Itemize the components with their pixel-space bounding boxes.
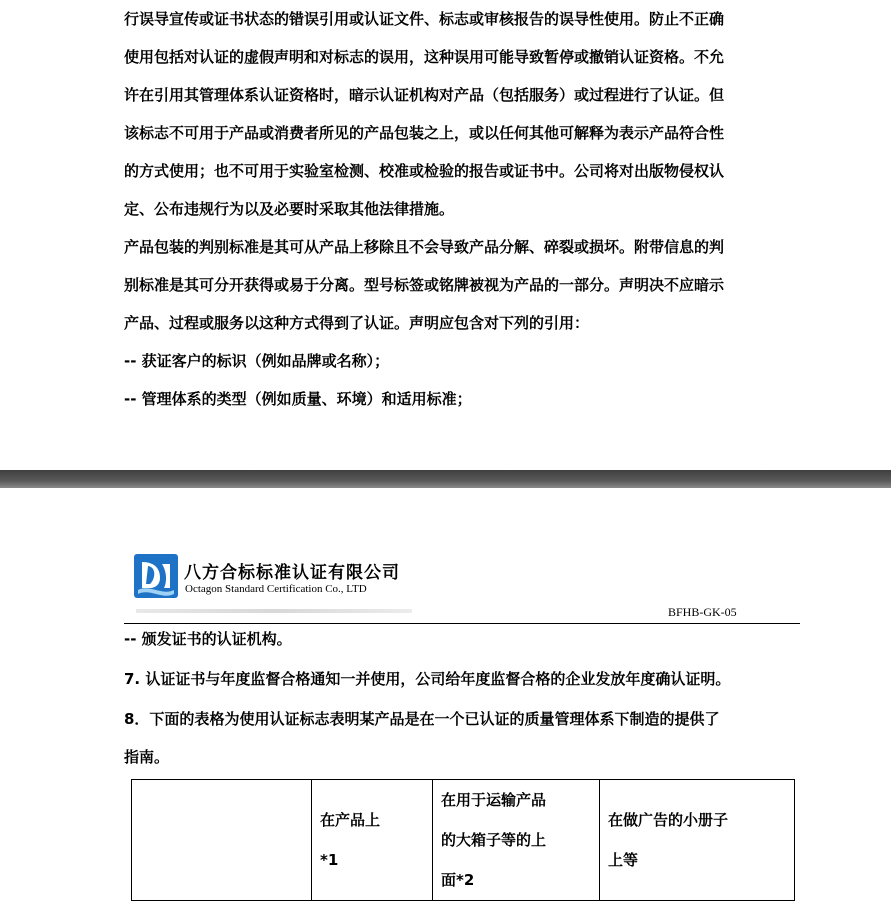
- table-header-cell-brochure: 在做广告的小册子 上等: [600, 780, 795, 901]
- company-name-en: Octagon Standard Certification Co., LTD: [185, 583, 367, 595]
- text-line: 产品包装的判别标准是其可从产品上移除且不会导致产品分解、碎裂或损坏。附带信息的判: [124, 238, 725, 256]
- paragraph-1: [124, 0, 774, 418]
- header-divider: [124, 623, 800, 624]
- text-line: 使用包括对认证的虚假声明和对标志的误用，这种误用可能导致暂停或撤销认证资格。不允: [124, 48, 725, 66]
- item-7: 7. 认证证书与年度监督合格通知一并使用，公司给年度监督合格的企业发放年度确认证明。: [124, 670, 731, 688]
- guidance-table: [131, 779, 795, 901]
- text-line: 该标志不可用于产品或消费者所见的产品包装之上，或以任何其他可解释为表示产品符合性: [124, 124, 725, 142]
- company-name-cn: 八方合标标准认证有限公司: [184, 563, 400, 583]
- item-8-line-1: 8．下面的表格为使用认证标志表明某产品是在一个已认证的质量管理体系下制造的提供了: [124, 710, 720, 728]
- table-header-cell-on-product: 在产品上 *1: [312, 780, 433, 901]
- company-logo-icon: [134, 554, 178, 598]
- text-line: 的方式使用；也不可用于实验室检测、校准或检验的报告或证书中。公司将对出版物侵权认: [124, 162, 725, 180]
- text-line: 行误导宣传或证书状态的错误引用或认证文件、标志或审核报告的误导性使用。防止不正确: [124, 10, 725, 28]
- header-decoration-bar: [136, 609, 412, 613]
- table-header-row: [132, 780, 795, 901]
- text-line: 定、公布违规行为以及必要时采取其他法律措施。: [124, 200, 455, 218]
- text-line: 产品、过程或服务以这种方式得到了认证。声明应包含对下列的引用：: [124, 314, 590, 332]
- text-line: 别标准是其可分开获得或易于分离。型号标签或铭牌被视为产品的一部分。声明决不应暗示: [124, 276, 725, 294]
- table-header-cell-shipping-box: 在用于运输产品 的大箱子等的上 面*2: [433, 780, 600, 901]
- list-item: -- 管理体系的类型（例如质量、环境）和适用标准；: [124, 390, 472, 408]
- list-item: -- 颁发证书的认证机构。: [124, 630, 292, 648]
- document-number: BFHB-GK-05: [668, 605, 737, 619]
- list-item: -- 获证客户的标识（例如品牌或名称）；: [124, 352, 390, 370]
- item-8-line-2: 指南。: [124, 748, 170, 766]
- page-separator: [0, 470, 891, 488]
- table-header-cell-empty: [132, 780, 312, 901]
- page-2: [0, 488, 891, 889]
- text-line: 许在引用其管理体系认证资格时，暗示认证机构对产品（包括服务）或过程进行了认证。但: [124, 86, 725, 104]
